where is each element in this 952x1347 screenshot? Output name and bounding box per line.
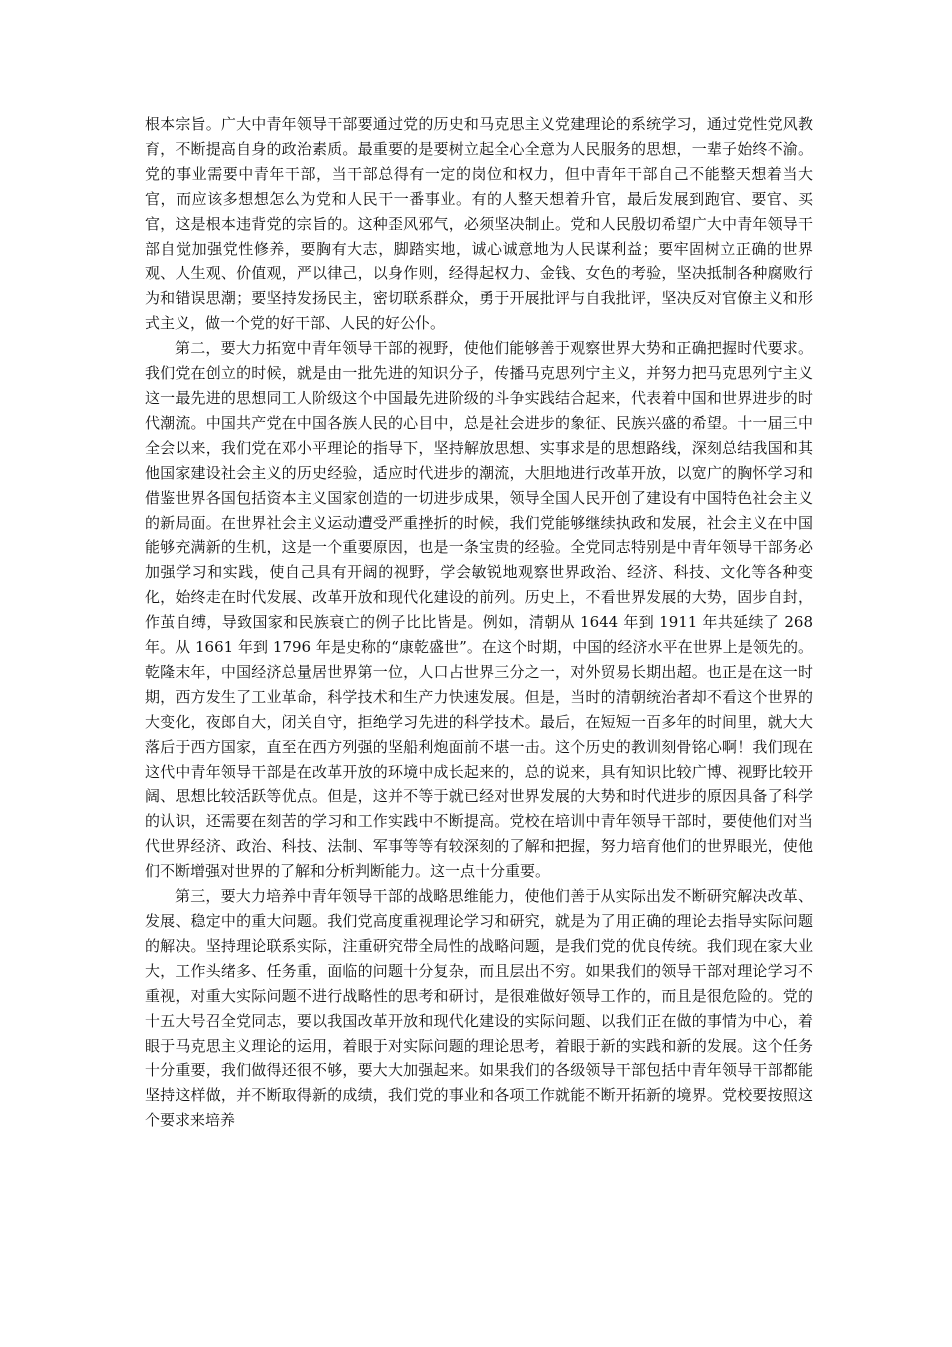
document-body — [145, 112, 813, 1133]
paragraph-continuation: 根本宗旨。广大中青年领导干部要通过党的历史和马克思主义党建理论的系统学习，通过党性党风教育，不断提高自身的政治素质。最重要的是要树立起全心全意为人民服务的思想，一辈子始终不渝。党的事业需要中青年干部，当干部总得有一定的岗位和权力，但中青年干部自己不能整天想着当大官，而应该多想想怎么为党和人民干一番事业。有的人整天想着升官，最后发展到跑官、要官、买官，这是根本违背党的宗旨的。这种歪风邪气，必须坚决制止。党和人民殷切希望广大中青年领导干部自觉加强党性修养，要胸有大志，脚踏实地，诚心诚意地为人民谋利益；要牢固树立正确的世界观、人生观、价值观，严以律己，以身作则，经得起权力、金钱、女色的考验，坚决抵制各种腐败行为和错误思潮；要坚持发扬民主，密切联系群众，勇于开展批评与自我批评，坚决反对官僚主义和形式主义，做一个党的好干部、人民的好公仆。 — [145, 115, 813, 333]
paragraph-third-point: 第三，要大力培养中青年领导干部的战略思维能力，使他们善于从实际出发不断研究解决改革、发展、稳定中的重大问题。我们党高度重视理论学习和研究，就是为了用正确的理论去指导实际问题的解决。坚持理论联系实际，注重研究带全局性的战略问题，是我们党的优良传统。我们现在家大业大，工作头绪多、任务重，面临的问题十分复杂，而且层出不穷。如果我们的领导干部对理论学习不重视，对重大实际问题不进行战略性的思考和研讨，是很难做好领导工作的，而且是很危险的。党的十五大号召全党同志，要以我国改革开放和现代化建设的实际问题、以我们正在做的事情为中心，着眼于马克思主义理论的运用，着眼于对实际问题的理论思考，着眼于新的实践和新的发展。这个任务十分重要，我们做得还很不够，要大大加强起来。如果我们的各级领导干部包括中青年领导干部都能坚持这样做，并不断取得新的成绩，我们党的事业和各项工作就能不断开拓新的境界。党校要按照这个要求来培养 — [145, 887, 813, 1130]
paragraph-second-point: 第二，要大力拓宽中青年领导干部的视野，使他们能够善于观察世界大势和正确把握时代要求。我们党在创立的时候，就是由一批先进的知识分子，传播马克思列宁主义，并努力把马克思列宁主义这一最先进的思想同工人阶级这个中国最先进阶级的斗争实践结合起来，代表着中国和世界进步的时代潮流。中国共产党在中国各族人民的心目中，总是社会进步的象征、民族兴盛的希望。十一届三中全会以来，我们党在邓小平理论的指导下，坚持解放思想、实事求是的思想路线，深刻总结我国和其他国家建设社会主义的历史经验，适应时代进步的潮流，大胆地进行改革开放，以宽广的胸怀学习和借鉴世界各国包括资本主义国家创造的一切进步成果，领导全国人民开创了建设有中国特色社会主义的新局面。在世界社会主义运动遭受严重挫折的时候，我们党能够继续执政和发展，社会主义在中国能够充满新的生机，这是一个重要原因，也是一条宝贵的经验。全党同志特别是中青年领导干部务必加强学习和实践，使自己具有开阔的视野，学会敏锐地观察世界政治、经济、科技、文化等各种变化，始终走在时代发展、改革开放和现代化建设的前列。历史上，不看世界发展的大势，固步自封，作茧自缚，导致国家和民族衰亡的例子比比皆是。例如，清朝从 1644 年到 1911 年共延续了 268 年。从 1661 年到 1796 年是史称的“康乾盛世”。在这个时期，中国的经济水平在世界上是领先的。乾隆末年，中国经济总量居世界第一位，人口占世界三分之一，对外贸易长期出超。也正是在这一时期，西方发生了工业革命，科学技术和生产力快速发展。但是，当时的清朝统治者却不看这个世界的大变化，夜郎自大，闭关自守，拒绝学习先进的科学技术。最后，在短短一百多年的时间里，就大大落后于西方国家，直至在西方列强的坚船利炮面前不堪一击。这个历史的教训刻骨铭心啊！我们现在这代中青年领导干部是在改革开放的环境中成长起来的，总的说来，具有知识比较广博、视野比较开阔、思想比较活跃等优点。但是，这并不等于就已经对世界发展的大势和时代进步的原因具备了科学的认识，还需要在刻苦的学习和工作实践中不断提高。党校在培训中青年领导干部时，要使他们对当代世界经济、政治、科技、法制、军事等等有较深刻的了解和把握，努力培育他们的世界眼光，使他们不断增强对世界的了解和分析判断能力。这一点十分重要。 — [145, 339, 813, 881]
